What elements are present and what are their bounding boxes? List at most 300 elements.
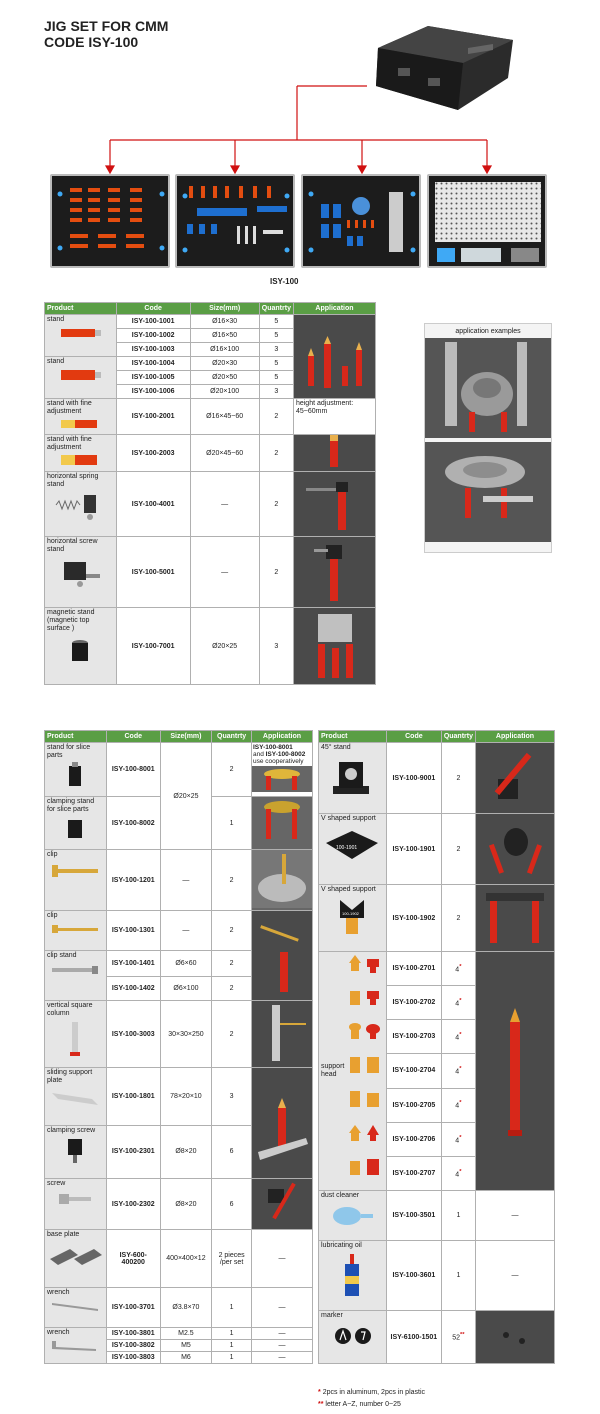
col-size: Size(mm): [190, 303, 259, 315]
code-cell: ISY-100-1006: [116, 385, 190, 399]
product-name: horizontal screw stand: [47, 538, 98, 553]
code-cell: ISY-100-2003: [116, 435, 190, 472]
screw-stand-application-photo: [294, 537, 375, 605]
sliding-plate-application-photo: [252, 1068, 312, 1176]
app-and: and: [252, 751, 266, 758]
hex-wrench-thumbnail: [48, 1339, 102, 1353]
product-cell: [319, 952, 387, 1191]
app-code-b: ISY-100-8002: [265, 751, 306, 758]
product-cell: [45, 743, 107, 797]
footnote-star: *: [459, 963, 462, 970]
table-row: [45, 1288, 313, 1328]
footnote-star: *: [459, 1168, 462, 1175]
qty-cell: 3: [259, 608, 293, 685]
support-head-2702: [350, 991, 379, 1005]
product-cell: [319, 743, 387, 814]
code-cell: ISY-100-1003: [116, 343, 190, 357]
footnote-2-text: letter A~Z, number 0~25: [325, 1401, 401, 1408]
table-row: [45, 1328, 313, 1340]
product-name: stand for slice parts: [47, 744, 91, 759]
support-head-2701: [349, 955, 379, 973]
code-cell: ISY-100-3601: [386, 1241, 441, 1311]
table-row: [45, 399, 376, 435]
table-row: [45, 1068, 313, 1126]
size-cell: 78×20×10: [160, 1068, 212, 1126]
application-image: [475, 814, 554, 885]
support-head-thumbnails: [345, 953, 385, 1189]
sliding-plate-thumbnail: [48, 1087, 102, 1109]
size-cell: Ø20×45~60: [190, 435, 259, 472]
footnote-star: *: [459, 1100, 462, 1107]
code-cell: ISY-100-5001: [116, 537, 190, 608]
support-head-2704: [350, 1057, 379, 1073]
footnote-star: *: [459, 1032, 462, 1039]
product-cell: [45, 850, 107, 911]
product-cell: [319, 1241, 387, 1311]
size-cell: Ø6×100: [160, 977, 212, 1001]
col-application: Application: [293, 303, 375, 315]
qty-value: 52: [452, 1334, 461, 1342]
qty-cell: [441, 1088, 475, 1122]
product-cell: [319, 1191, 387, 1241]
fine-stand-thumbnail: [55, 418, 105, 430]
code-cell: ISY-100-3803: [106, 1352, 160, 1364]
qty-cell: 3: [212, 1068, 252, 1126]
panel-2-parts: [177, 176, 295, 268]
size-cell: Ø16×100: [190, 343, 259, 357]
code-cell: ISY-100-1002: [116, 329, 190, 343]
example-photo-1: [425, 338, 551, 438]
product-name: sliding support plate: [47, 1069, 93, 1084]
qty-value: 4: [455, 1171, 460, 1179]
code-cell: ISY-100-2702: [386, 986, 441, 1020]
footnote-1: [318, 1389, 425, 1396]
product-name: base plate: [47, 1231, 80, 1238]
product-cell: [45, 357, 117, 399]
size-cell: —: [160, 850, 212, 911]
table-row: [319, 1311, 555, 1364]
qty-cell: [441, 1020, 475, 1054]
v-support-small-thumbnail: [332, 896, 372, 942]
qty-cell: 2: [212, 911, 252, 951]
product-name: magnetic stand (magnetic top surface ): [47, 609, 95, 632]
footnote-star: *: [459, 1066, 462, 1073]
product-table-2: [44, 730, 313, 1364]
table-row: [319, 952, 555, 986]
clip-stand-application-photo: [252, 912, 312, 998]
table-row: [319, 814, 555, 885]
qty-value: 4: [455, 966, 460, 974]
code-cell: ISY-100-2703: [386, 1020, 441, 1054]
app-note: use cooperatively: [252, 758, 304, 765]
footnote-2-star: **: [318, 1401, 324, 1408]
size-cell: M6: [160, 1352, 212, 1364]
foam-panel-1: [50, 174, 170, 268]
size-cell: Ø8×20: [160, 1179, 212, 1230]
code-cell: ISY-100-2706: [386, 1122, 441, 1156]
application-image: [251, 1001, 312, 1068]
table-row: [319, 1191, 555, 1241]
col-quantity: Quantrty: [259, 303, 293, 315]
application-image: [475, 885, 554, 952]
product-cell: [45, 1068, 107, 1126]
code-cell: ISY-100-8002: [106, 797, 160, 850]
col-size: Size(mm): [160, 731, 212, 743]
code-cell: ISY-100-1901: [386, 814, 441, 885]
qty-cell: 2: [441, 885, 475, 952]
footnote-star: *: [459, 998, 462, 1005]
table-row: [45, 1001, 313, 1068]
code-cell: ISY-100-4001: [116, 472, 190, 537]
application-image: [475, 952, 554, 1191]
support-head-application-photo: [476, 952, 554, 1188]
col-code: Code: [106, 731, 160, 743]
panel-1-parts: [52, 176, 170, 268]
code-cell: ISY-100-1201: [106, 850, 160, 911]
code-cell: ISY-100-2301: [106, 1125, 160, 1178]
qty-cell: 2: [212, 743, 252, 797]
product-cell: [45, 1288, 107, 1328]
qty-cell: 2: [441, 814, 475, 885]
qty-cell: 1: [212, 797, 252, 850]
application-cell: —: [251, 1340, 312, 1352]
qty-cell: 5: [259, 329, 293, 343]
footnote-1-text: 2pcs in aluminum, 2pcs in plastic: [322, 1389, 426, 1396]
qty-cell: 2: [259, 435, 293, 472]
clip-stand-thumbnail: [48, 962, 102, 978]
qty-value: 4: [455, 1102, 460, 1110]
size-cell: Ø16×30: [190, 315, 259, 329]
qty-cell: 2: [441, 743, 475, 814]
qty-cell: 3: [259, 385, 293, 399]
application-image: [293, 315, 375, 399]
size-cell: Ø20×50: [190, 371, 259, 385]
connector-arrows: [0, 0, 600, 180]
code-cell: ISY-100-8001: [106, 743, 160, 797]
code-cell: ISY-600-400200: [106, 1230, 160, 1288]
code-cell: ISY-100-2707: [386, 1156, 441, 1190]
application-image: [251, 1179, 312, 1230]
title-line-1: JIG SET FOR CMM: [44, 18, 169, 34]
qty-cell: 2: [259, 537, 293, 608]
fine-stand-thumbnail: [55, 454, 105, 466]
table-row: [319, 1241, 555, 1311]
size-cell: —: [160, 911, 212, 951]
clip-thumbnail: [48, 861, 102, 881]
application-image: [293, 472, 375, 537]
product-cell: [45, 315, 117, 357]
size-cell: Ø20×25: [160, 743, 212, 850]
code-cell: ISY-100-1801: [106, 1068, 160, 1126]
qty-cell: 1: [212, 1352, 252, 1364]
product-cell: [45, 1001, 107, 1068]
product-name: clip: [47, 851, 58, 858]
size-cell: Ø16×45~60: [190, 399, 259, 435]
product-cell: [45, 472, 117, 537]
support-head-2705: [350, 1091, 379, 1107]
foam-panel-3: [301, 174, 421, 268]
product-name: clip stand: [47, 952, 77, 959]
application-cell: [251, 743, 312, 797]
application-image: [251, 797, 312, 850]
application-cell: —: [475, 1241, 554, 1311]
stand-thumbnail: [55, 368, 105, 382]
size-cell: —: [190, 472, 259, 537]
product-name: stand: [47, 358, 65, 365]
qty-cell: 2: [212, 1001, 252, 1068]
clamping-application-photo: [252, 797, 312, 847]
size-cell: —: [190, 537, 259, 608]
code-cell: ISY-100-1301: [106, 911, 160, 951]
qty-cell: 1: [212, 1328, 252, 1340]
table-row: [45, 911, 313, 951]
base-plate-thumbnail: [48, 1241, 102, 1269]
qty-cell: 2 pieces /per set: [212, 1230, 252, 1288]
product-cell: [45, 608, 117, 685]
product-cell: [45, 435, 117, 472]
product-name: V shaped support: [321, 886, 376, 893]
size-cell: Ø16×50: [190, 329, 259, 343]
product-cell: [45, 797, 107, 850]
product-name: clamping stand for slice parts: [47, 798, 95, 813]
screw-stand-thumbnail: [50, 556, 110, 590]
table-header-row: [45, 731, 313, 743]
product-cell: [45, 399, 117, 435]
code-cell: ISY-100-1004: [116, 357, 190, 371]
v-support-small-marking: 100-1902: [342, 911, 360, 916]
code-cell: ISY-100-7001: [116, 608, 190, 685]
size-cell: 400×400×12: [160, 1230, 212, 1288]
code-cell: ISY-6100-1501: [386, 1311, 441, 1364]
support-head-2703: [349, 1023, 380, 1039]
qty-cell: 3: [259, 343, 293, 357]
foam-panel-2: [175, 174, 295, 268]
spring-stand-application-photo: [294, 472, 375, 534]
col-quantity: Quantrty: [441, 731, 475, 743]
application-image: [293, 435, 375, 472]
qty-cell: 5: [259, 315, 293, 329]
qty-cell: 5: [259, 371, 293, 385]
application-cell: —: [251, 1230, 312, 1288]
col-code: Code: [116, 303, 190, 315]
code-cell: ISY-100-2001: [116, 399, 190, 435]
application-image: [475, 1311, 554, 1364]
stand-45-application-photo: [476, 743, 554, 811]
size-cell: Ø20×30: [190, 357, 259, 371]
application-cell: —: [251, 1328, 312, 1340]
v-support-application-photo: [476, 814, 554, 882]
size-cell: 30×30×250: [160, 1001, 212, 1068]
qty-cell: [441, 952, 475, 986]
stand-application-photo: [294, 316, 375, 396]
clip-application-photo: [252, 850, 312, 908]
size-cell: Ø20×25: [190, 608, 259, 685]
code-cell: ISY-100-3701: [106, 1288, 160, 1328]
product-cell: [45, 1328, 107, 1364]
application-image: [475, 743, 554, 814]
support-head-2706: [349, 1125, 379, 1141]
product-cell: [45, 911, 107, 951]
product-cell: [45, 1230, 107, 1288]
qty-cell: 5: [259, 357, 293, 371]
magnetic-stand-thumbnail: [60, 635, 100, 665]
qty-cell: [441, 1054, 475, 1088]
stand-45-thumbnail: [327, 754, 377, 800]
table-row: [45, 435, 376, 472]
code-cell: ISY-100-1401: [106, 951, 160, 977]
application-image: [251, 911, 312, 1001]
slice-application-photo: [252, 766, 312, 792]
application-examples-label: application examples: [455, 328, 521, 335]
product-cell: [45, 1179, 107, 1230]
application-image: [251, 1068, 312, 1179]
product-cell: [319, 1311, 387, 1364]
oil-can-thumbnail: [337, 1252, 367, 1300]
product-name: wrench: [47, 1289, 70, 1296]
qty-value: 4: [455, 1136, 460, 1144]
code-cell: ISY-100-9001: [386, 743, 441, 814]
code-cell: ISY-100-3003: [106, 1001, 160, 1068]
product-table-3: [318, 730, 555, 1364]
product-name: lubricating oil: [321, 1242, 362, 1249]
product-name: clamping screw: [47, 1126, 96, 1134]
code-cell: ISY-100-1005: [116, 371, 190, 385]
table-row: [45, 1230, 313, 1288]
code-cell: ISY-100-1402: [106, 977, 160, 1001]
product-name: screw: [47, 1180, 66, 1187]
product-name: 45° stand: [321, 744, 351, 751]
table-header-row: [319, 731, 555, 743]
size-cell: Ø8×20: [160, 1125, 212, 1178]
table-row: [45, 472, 376, 537]
product-table-1: [44, 302, 376, 685]
code-cell: ISY-100-2705: [386, 1088, 441, 1122]
qty-cell: 6: [212, 1179, 252, 1230]
qty-cell: [441, 1122, 475, 1156]
table-row: [45, 850, 313, 911]
code-cell: ISY-100-2701: [386, 952, 441, 986]
v-support-small-application-photo: [476, 885, 554, 949]
stand-thumbnail: [55, 326, 105, 340]
product-name: wrench: [47, 1329, 70, 1336]
code-cell: ISY-100-3501: [386, 1191, 441, 1241]
code-cell: ISY-100-3801: [106, 1328, 160, 1340]
qty-cell: 6: [212, 1125, 252, 1178]
code-cell: ISY-100-1902: [386, 885, 441, 952]
screw-thumbnail: [55, 1190, 95, 1208]
qty-cell: [441, 986, 475, 1020]
panels-caption: ISY-100: [270, 277, 299, 286]
product-name: stand with fine adjustment: [47, 436, 92, 451]
spring-stand-thumbnail: [50, 491, 110, 521]
application-examples-box: [424, 323, 552, 553]
product-name: V shaped support: [321, 815, 376, 822]
application-cell: —: [251, 1288, 312, 1328]
product-name: stand: [47, 316, 65, 323]
magnetic-application-photo: [294, 608, 375, 682]
clamping-stand-thumbnail: [60, 816, 90, 840]
col-application: Application: [251, 731, 312, 743]
clamping-screw-thumbnail: [60, 1137, 90, 1165]
col-product: Product: [319, 731, 387, 743]
panel-4-parts: [429, 176, 547, 268]
qty-cell: 2: [212, 850, 252, 911]
table-row: [45, 537, 376, 608]
footnote-2: [318, 1401, 401, 1408]
screw-application-photo: [252, 1179, 312, 1227]
table-header-row: [45, 303, 376, 315]
col-application: Application: [475, 731, 554, 743]
size-cell: M2.5: [160, 1328, 212, 1340]
product-cell: [319, 814, 387, 885]
qty-cell: 1: [441, 1241, 475, 1311]
product-cell: [45, 951, 107, 1001]
marker-thumbnail: [327, 1322, 377, 1348]
product-name: dust cleaner: [321, 1192, 360, 1199]
application-cell: —: [251, 1352, 312, 1364]
size-cell: Ø20×100: [190, 385, 259, 399]
marker-application-photo: [476, 1311, 554, 1361]
product-name: support head: [321, 1063, 345, 1078]
product-name: vertical square column: [47, 1002, 93, 1017]
table-row: [45, 608, 376, 685]
qty-cell: 2: [212, 951, 252, 977]
example-photo-2: [425, 442, 551, 542]
col-quantity: Quantrty: [212, 731, 252, 743]
qty-cell: [441, 1311, 475, 1364]
table-row: [45, 1179, 313, 1230]
qty-cell: 1: [441, 1191, 475, 1241]
qty-cell: 2: [212, 977, 252, 1001]
qty-cell: 1: [212, 1340, 252, 1352]
col-product: Product: [45, 731, 107, 743]
code-cell: ISY-100-2704: [386, 1054, 441, 1088]
dust-cleaner-thumbnail: [327, 1202, 377, 1228]
fine-stand-application-photo: [294, 435, 375, 469]
product-name: clip: [47, 912, 58, 919]
square-column-thumbnail: [60, 1020, 90, 1058]
footnote-1-star: *: [318, 1389, 321, 1396]
application-cell: —: [475, 1191, 554, 1241]
size-cell: Ø6×60: [160, 951, 212, 977]
code-cell: ISY-100-2302: [106, 1179, 160, 1230]
panel-3-parts: [303, 176, 421, 268]
code-cell: ISY-100-1001: [116, 315, 190, 329]
col-product: Product: [45, 303, 117, 315]
code-cell: ISY-100-3802: [106, 1340, 160, 1352]
table-row: [45, 743, 313, 797]
v-support-thumbnail: [322, 825, 382, 863]
product-cell: [45, 537, 117, 608]
qty-value: 4: [455, 1000, 460, 1008]
qty-cell: [441, 1156, 475, 1190]
size-cell: M5: [160, 1340, 212, 1352]
table-row: [319, 885, 555, 952]
qty-value: 4: [455, 1068, 460, 1076]
product-cell: [319, 885, 387, 952]
product-cell: [45, 1125, 107, 1178]
footnote-star: **: [460, 1332, 465, 1339]
footnote-star: *: [459, 1134, 462, 1141]
application-image: [251, 850, 312, 911]
application-image: [293, 608, 375, 685]
table-row: [45, 315, 376, 329]
application-note: height adjustment: 45~60mm: [293, 399, 375, 435]
product-name: horizontal spring stand: [47, 473, 99, 488]
table-row: [319, 743, 555, 814]
slice-stand-thumbnail: [60, 762, 90, 790]
qty-cell: 1: [212, 1288, 252, 1328]
